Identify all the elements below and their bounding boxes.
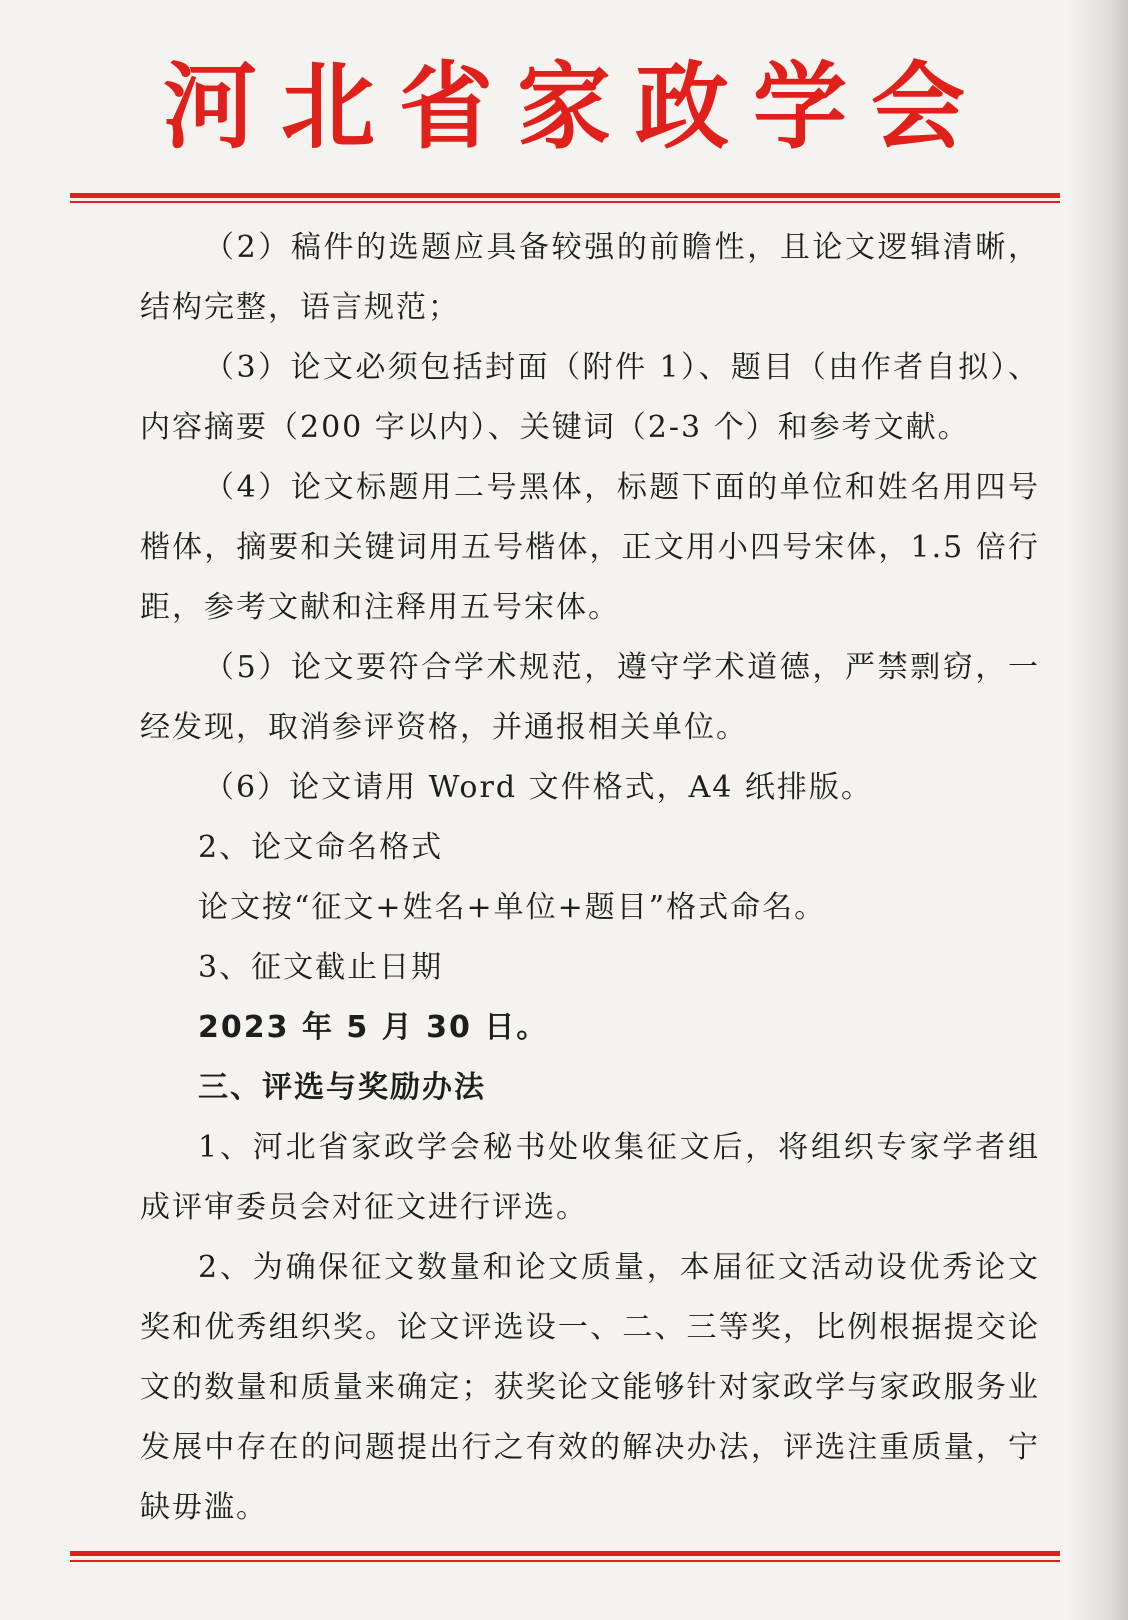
rule-paragraph-1: 1、河北省家政学会秘书处收集征文后，将组织专家学者组成评审委员会对征文进行评选。	[140, 1130, 1040, 1225]
section-three-heading: 三、评选与奖励办法	[198, 1070, 486, 1105]
document-body	[140, 218, 1040, 1538]
paragraph-item-4: （4）论文标题用二号黑体，标题下面的单位和姓名用四号楷体，摘要和关键词用五号楷体，正文用小四号宋体，1.5 倍行距，参考文献和注释用五号宋体。	[140, 470, 1040, 625]
deadline-date: 2023 年 5 月 30 日。	[198, 1010, 549, 1045]
footer-rule-thick	[70, 1551, 1060, 1556]
section-2-text: 论文按“征文+姓名+单位+题目”格式命名。	[198, 890, 827, 925]
section-3-heading: 3、征文截止日期	[198, 950, 444, 985]
header-rule-thick	[70, 193, 1060, 198]
paragraph-item-5: （5）论文要符合学术规范，遵守学术道德，严禁剽窃，一经发现，取消参评资格，并通报相关单位。	[140, 650, 1040, 745]
paragraph-item-2: （2）稿件的选题应具备较强的前瞻性，且论文逻辑清晰，结构完整，语言规范；	[140, 230, 1040, 325]
header-rule-thin	[70, 201, 1060, 203]
paragraph-item-6: （6）论文请用 Word 文件格式，A4 纸排版。	[204, 770, 873, 805]
page-edge-shadow	[1068, 0, 1128, 1620]
letterhead-title: 河北省家政学会	[162, 53, 989, 162]
section-2-heading: 2、论文命名格式	[198, 830, 444, 865]
paragraph-item-3: （3）论文必须包括封面（附件 1）、题目（由作者自拟）、内容摘要（200 字以内）、关键词（2-3 个）和参考文献。	[140, 350, 1040, 445]
footer-rule-thin	[70, 1560, 1060, 1562]
rule-paragraph-2: 2、为确保征文数量和论文质量，本届征文活动设优秀论文奖和优秀组织奖。论文评选设一、二、三等奖，比例根据提交论文的数量和质量来确定；获奖论文能够针对家政学与家政服务业发展中存在的问题提出行之有效的解决办法，评选注重质量，宁缺毋滥。	[140, 1250, 1040, 1525]
